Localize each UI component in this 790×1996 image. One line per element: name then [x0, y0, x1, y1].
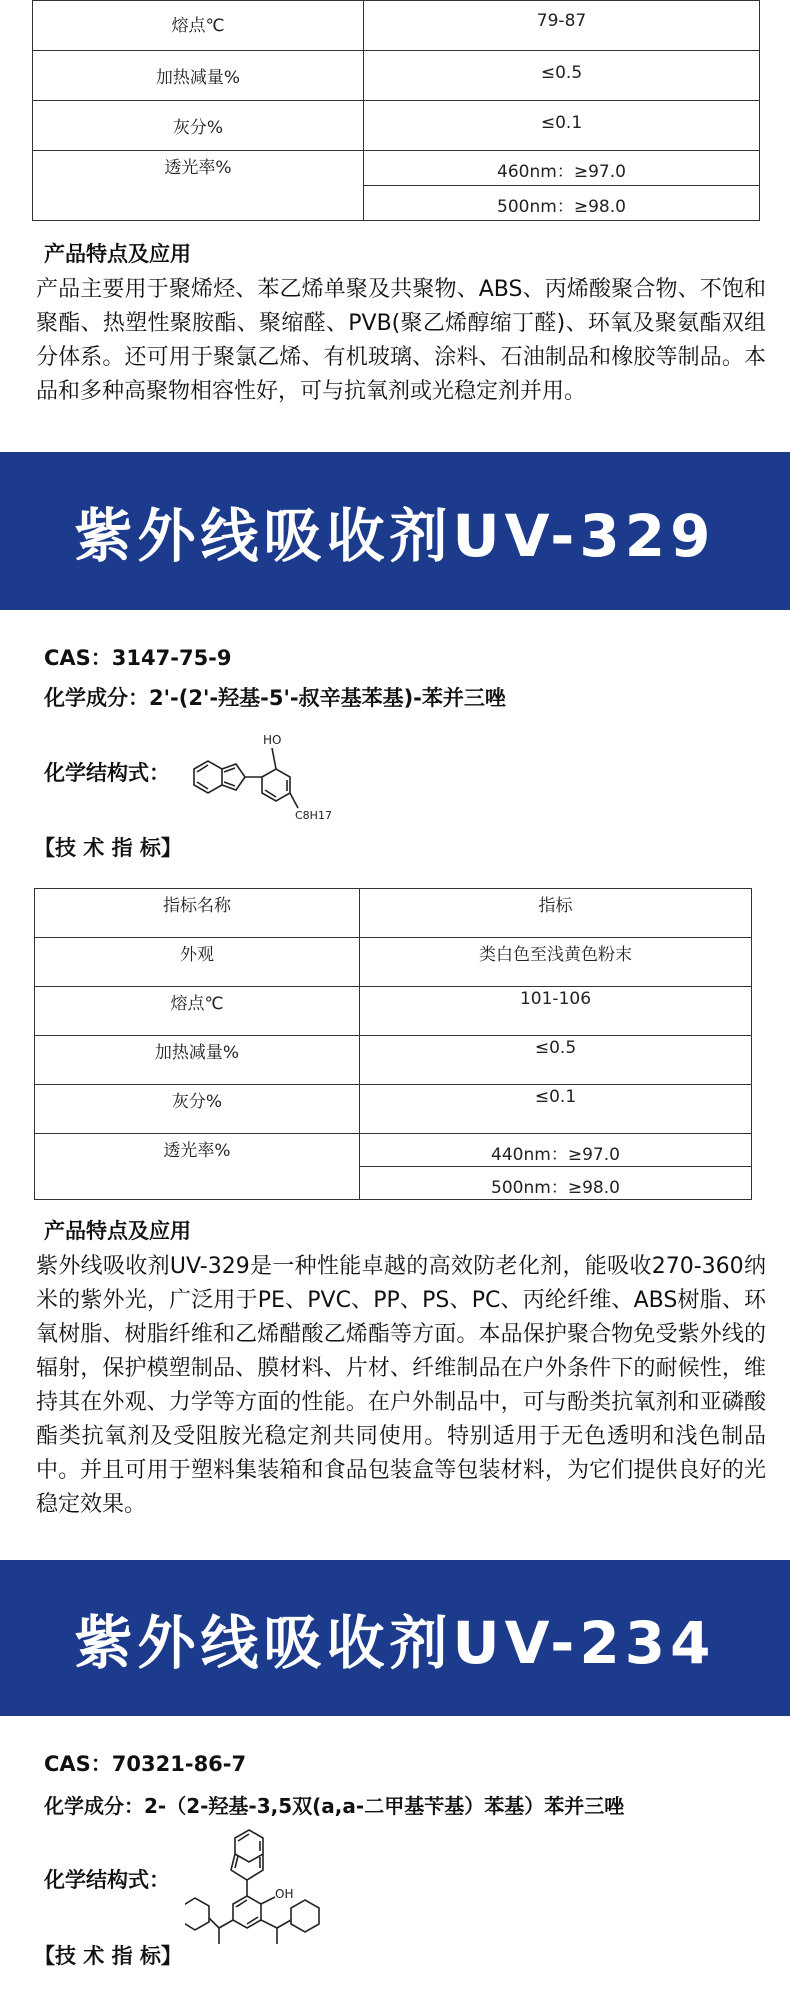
spec-header-cell — [360, 889, 752, 938]
uv329-spec-table — [34, 888, 752, 1200]
features-text: 产品主要用于聚烯烃、苯乙烯单聚及共聚物、ABS、丙烯酸聚合物、不饱和聚酯、热塑性聚胺酯、聚缩醛、PVB(聚乙烯醇缩丁醛)、环氧及聚氨酯双组分体系。还可用于聚氯乙烯、有机玻璃、涂料、石油制品和橡胶等制品。本品和多种高聚物相容性好，可与抗氧剂或光稳定剂并用。 — [36, 277, 766, 404]
spec-name: 灰分% — [172, 117, 224, 138]
spec-name: 灰分% — [171, 1092, 223, 1112]
spec-value: ≤0.1 — [540, 112, 583, 133]
spec-name-cell — [33, 50, 364, 100]
tech-spec-label: 【技 术 指 标】 — [34, 836, 182, 860]
hydroxyl-label: HO — [263, 733, 282, 747]
spec-value: ≤0.5 — [534, 1038, 577, 1058]
spec-header-value: 指标 — [538, 896, 573, 916]
cas-number: CAS：70321-86-7 — [44, 1752, 247, 1776]
spec-value-cell — [364, 0, 760, 50]
spec-value-cell — [360, 987, 752, 1036]
spec-value: 101-106 — [519, 989, 592, 1009]
product-banner-uv234: 紫外线吸收剂UV-234 — [0, 1560, 790, 1716]
spec-name: 外观 — [180, 945, 214, 965]
spec-value-cell — [360, 1167, 752, 1200]
spec-name: 透光率% — [163, 1141, 231, 1161]
spec-value-cell — [364, 185, 760, 220]
spec-value-cell — [360, 1085, 752, 1134]
cas-number: CAS：3147-75-9 — [44, 646, 232, 670]
chemical-composition: 化学成分：2'-(2'-羟基-5'-叔辛基苯基)-苯并三唑 — [44, 686, 506, 710]
spec-value: 79-87 — [536, 10, 587, 31]
structure-label: 化学结构式： — [44, 761, 170, 785]
features-heading: 产品特点及应用 — [44, 1219, 191, 1243]
spec-value-cell — [364, 150, 760, 185]
spec-name-cell — [33, 0, 364, 50]
features-heading: 产品特点及应用 — [44, 242, 191, 266]
spec-name-cell — [33, 100, 364, 150]
spec-value: 500nm：≥98.0 — [497, 196, 626, 217]
spec-value-cell — [364, 50, 760, 100]
spec-header-name: 指标名称 — [163, 896, 231, 916]
spec-value-cell — [360, 938, 752, 987]
spec-value: 500nm：≥98.0 — [491, 1178, 620, 1198]
spec-value: ≤0.1 — [534, 1087, 577, 1107]
hydroxyl-label: OH — [275, 1887, 294, 1901]
spec-name-cell — [35, 1085, 360, 1134]
spec-name-cell — [35, 938, 360, 987]
spec-value-cell — [364, 100, 760, 150]
top-spec-table — [32, 0, 760, 221]
spec-name-cell — [35, 987, 360, 1036]
spec-name: 加热减量% — [154, 1043, 240, 1063]
uv329-structure-diagram — [178, 720, 378, 825]
spec-name-cell — [35, 1036, 360, 1085]
spec-name-cell — [33, 150, 364, 220]
chemical-composition: 化学成分：2-（2-羟基-3,5双(a,a-二甲基苄基）苯基）苯并三唑 — [44, 1794, 625, 1818]
spec-value-cell — [360, 1134, 752, 1167]
uv234-structure-diagram — [185, 1826, 360, 1992]
spec-header-cell — [35, 889, 360, 938]
spec-value-cell — [360, 1036, 752, 1085]
spec-name: 熔点℃ — [170, 994, 224, 1014]
spec-value: 440nm：≥97.0 — [491, 1145, 620, 1165]
spec-name: 熔点℃ — [171, 15, 225, 36]
product-banner-uv329: 紫外线吸收剂UV-329 — [0, 452, 790, 610]
substituent-label: C8H17 — [295, 809, 332, 822]
tech-spec-label: 【技 术 指 标】 — [34, 1944, 182, 1968]
features-text: 紫外线吸收剂UV-329是一种性能卓越的高效防老化剂，能吸收270-360纳米的紫外光，广泛用于PE、PVC、PP、PS、PC、丙纶纤维、ABS树脂、环氧树脂、树脂纤维和乙烯醋酸乙烯酯等方面。本品保护聚合物免受紫外线的辐射，保护模塑制品、膜材料、片材、纤维制品在户外条件下的耐候性，维持其在外观、力学等方面的性能。在户外制品中，可与酚类抗氧剂和亚磷酸酯类抗氧剂及受阻胺光稳定剂共同使用。特别适用于无色透明和浅色制品中。并且可用于塑料集装箱和食品包装盒等包装材料，为它们提供良好的光稳定效果。 — [36, 1254, 766, 1517]
spec-name: 加热减量% — [155, 67, 241, 88]
spec-value: ≤0.5 — [540, 62, 583, 83]
spec-value: 类白色至浅黄色粉末 — [479, 945, 632, 965]
spec-name: 透光率% — [164, 157, 232, 178]
structure-label: 化学结构式： — [44, 1868, 170, 1892]
spec-name-cell — [35, 1134, 360, 1200]
spec-value: 460nm：≥97.0 — [497, 161, 626, 182]
